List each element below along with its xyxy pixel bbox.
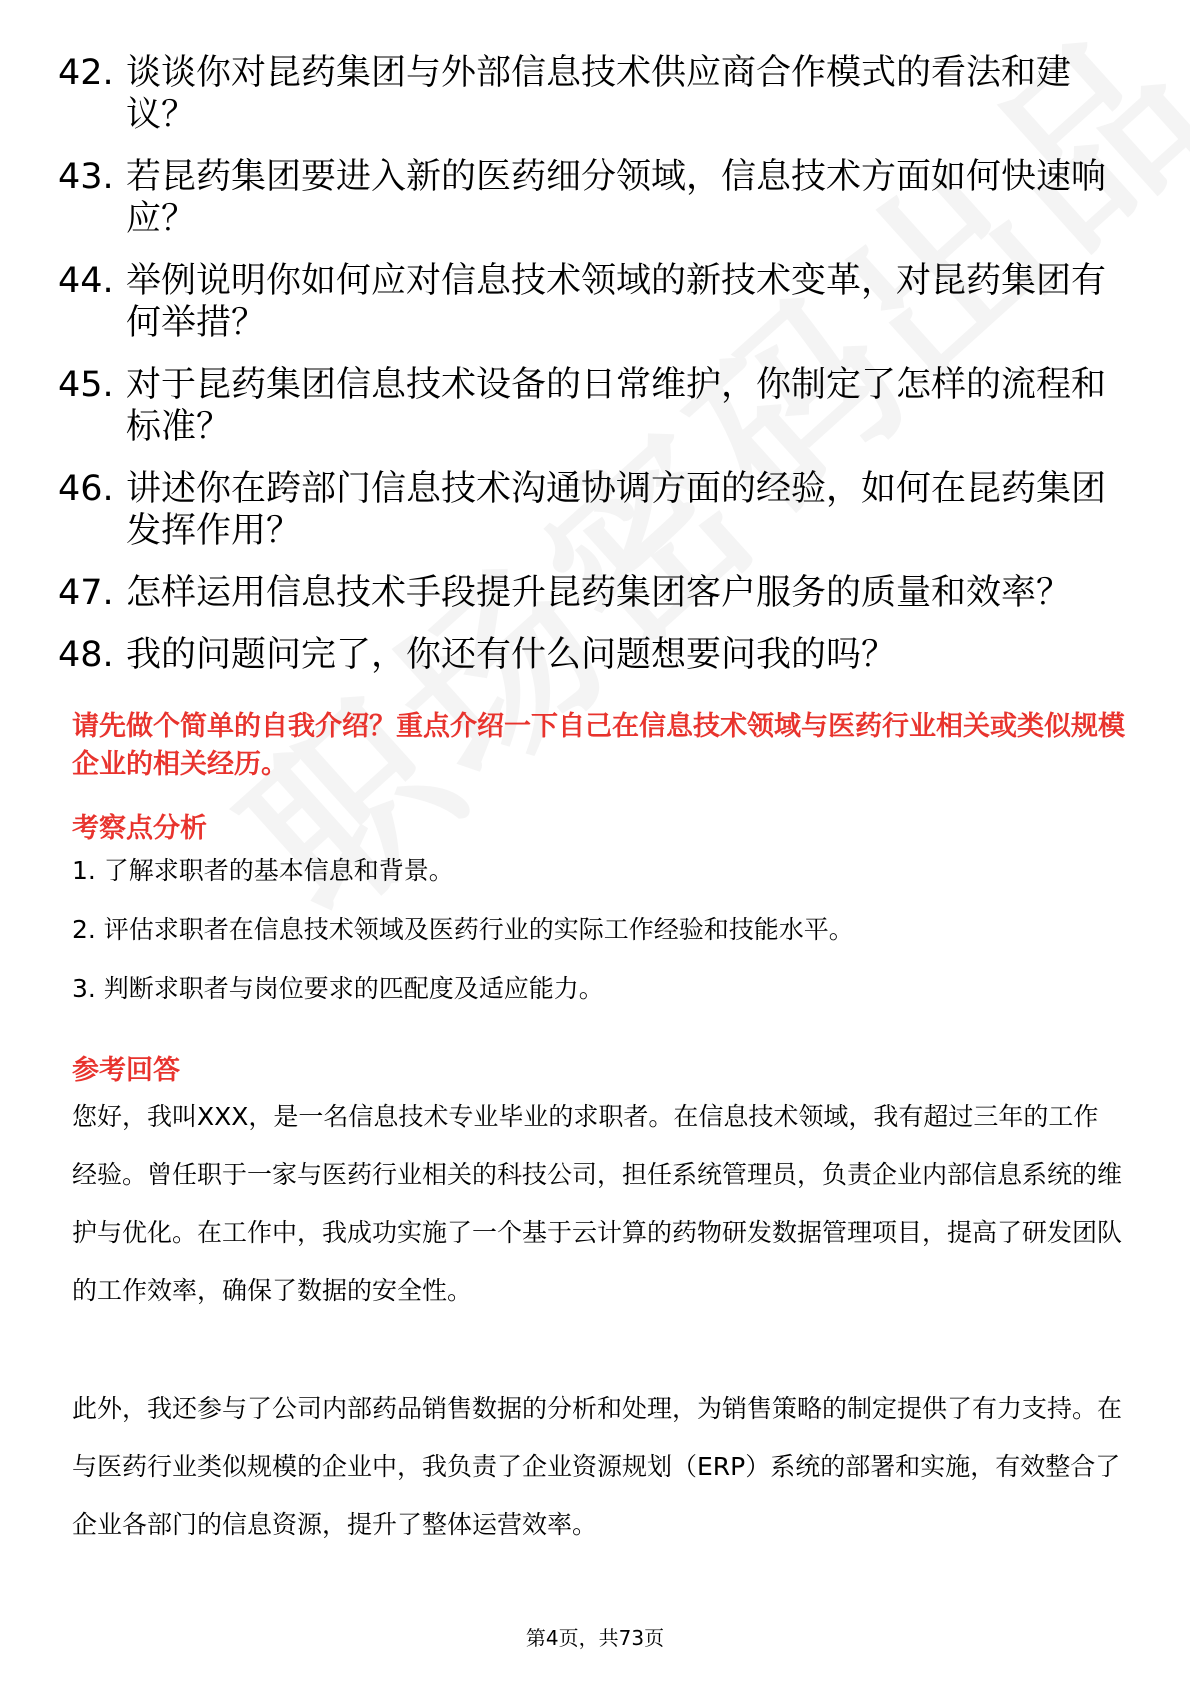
question-text: 若昆药集团要进入新的医药细分领域，信息技术方面如何快速响应？ [126,157,1107,239]
question-item [58,634,1126,676]
analysis-point: 3. 判断求职者与岗位要求的匹配度及适应能力。 [72,974,604,1003]
question-item [58,156,1126,240]
question-text: 举例说明你如何应对信息技术领域的新技术变革，对昆药集团有何举措？ [126,261,1107,343]
question-list [58,52,1138,696]
question-number: 42. [58,53,114,93]
question-number: 45. [58,365,114,405]
analysis-point: 2. 评估求职者在信息技术领域及医药行业的实际工作经验和技能水平。 [72,915,854,944]
page-footer: 第4页，共73页 [525,1626,665,1650]
question-number: 46. [58,469,114,509]
question-number: 48. [58,635,114,675]
analysis-point: 1. 了解求职者的基本信息和背景。 [72,856,454,885]
question-text: 对于昆药集团信息技术设备的日常维护，你制定了怎样的流程和标准？ [126,365,1107,447]
analysis-list [72,853,854,1030]
answer-paragraph: 此外，我还参与了公司内部药品销售数据的分析和处理，为销售策略的制定提供了有力支持。在与医药行业类似规模的企业中，我负责了企业资源规划（ERP）系统的部署和实施，有效整合了企业各部门的信息资源，提升了整体运营效率。 [72,1394,1123,1539]
question-number: 47. [58,573,114,613]
featured-question: 请先做个简单的自我介绍？重点介绍一下自己在信息技术领域与医药行业相关或类似规模企业的相关经历。 [72,711,1125,780]
answer-heading: 参考回答 [72,1055,180,1086]
question-text: 我的问题问完了，你还有什么问题想要问我的吗？ [126,635,897,675]
question-item [58,364,1126,448]
analysis-heading: 考察点分析 [72,813,207,844]
question-text: 讲述你在跨部门信息技术沟通协调方面的经验，如何在昆药集团发挥作用？ [126,469,1107,551]
question-item [58,52,1126,136]
question-text: 怎样运用信息技术手段提升昆药集团客户服务的质量和效率？ [126,573,1072,613]
question-number: 44. [58,261,114,301]
question-number: 43. [58,157,114,197]
question-item [58,572,1126,614]
question-item [58,468,1126,552]
question-text: 谈谈你对昆药集团与外部信息技术供应商合作模式的看法和建议？ [126,53,1072,135]
answer-paragraph: 您好，我叫XXX，是一名信息技术专业毕业的求职者。在信息技术领域，我有超过三年的工作经验。曾任职于一家与医药行业相关的科技公司，担任系统管理员，负责企业内部信息系统的维护与优化。在工作中，我成功实施了一个基于云计算的药物研发数据管理项目，提高了研发团队的工作效率，确保了数据的安全性。 [72,1102,1123,1305]
question-item [58,260,1126,344]
